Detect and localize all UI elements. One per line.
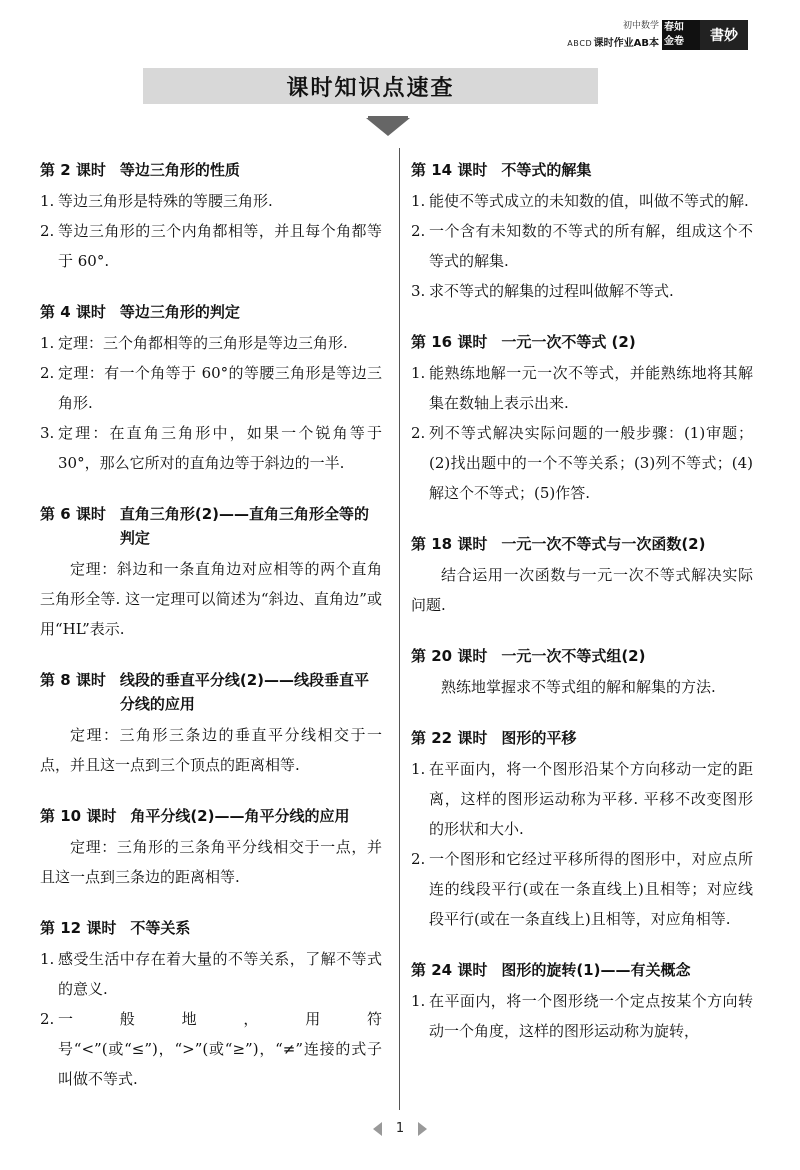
page-footer [355, 1121, 445, 1136]
title-arrow-icon [366, 118, 410, 136]
series-brand [567, 20, 748, 50]
item-text: 列不等式解决实际问题的一般步骤：(1)审题；(2)找出题中的一个不等关系；(3)列不等式；(4)解这个不等式；(5)作答. [429, 424, 753, 502]
lesson-section [40, 502, 382, 644]
item-text: 一个图形和它经过平移所得的图形中，对应点所连的线段平行(或在一条直线上)且相等；对应线段平行(或在一条直线上)且相等，对应角相等. [429, 850, 753, 928]
lesson-section [411, 958, 753, 1046]
left-column [40, 158, 382, 1118]
next-page-icon [418, 1122, 427, 1136]
lesson-section [411, 726, 753, 934]
lesson-number: 第 6 课时 [40, 505, 106, 523]
lesson-title: 等边三角形的判定 [119, 303, 240, 321]
item-number: 2. [40, 364, 55, 382]
lesson-title: 不等关系 [130, 919, 191, 937]
item-text: 一个含有未知数的不等式的所有解，组成这个不等式的解集. [429, 222, 753, 270]
lesson-number: 第 24 课时 [411, 961, 488, 979]
lesson-section [411, 158, 753, 306]
lesson-section [40, 300, 382, 478]
list-item [411, 986, 753, 1046]
lesson-heading [40, 668, 382, 716]
brand-calligraphy-logo: 書妙 [700, 20, 748, 50]
lesson-number: 第 2 课时 [40, 161, 106, 179]
lesson-number: 第 16 课时 [411, 333, 488, 351]
lesson-heading [411, 958, 753, 982]
list-item [411, 754, 753, 844]
brand-logo-line2: 金卷 [664, 36, 684, 47]
lesson-paragraph: 结合运用一次函数与一元一次不等式解决实际问题. [411, 566, 753, 614]
lesson-heading [411, 330, 753, 354]
series-subject: 初中数学 [622, 21, 659, 31]
list-item [40, 186, 382, 216]
item-text: 在平面内，将一个图形沿某个方向移动一定的距离，这样的图形运动称为平移. 平移不改变图形的形状和大小. [429, 760, 753, 838]
item-number: 2. [411, 424, 426, 442]
lesson-number: 第 14 课时 [411, 161, 488, 179]
lesson-heading [40, 804, 382, 828]
lesson-paragraph: 定理：斜边和一条直角边对应相等的两个直角三角形全等. 这一定理可以简述为“斜边、直角边”或用“HL”表示. [40, 560, 382, 638]
item-text: 定理：在直角三角形中，如果一个锐角等于 30°，那么它所对的直角边等于斜边的一半. [58, 424, 382, 472]
lesson-heading [411, 644, 753, 668]
item-number: 3. [411, 282, 426, 300]
item-text: 能熟练地解一元一次不等式，并能熟练地将其解集在数轴上表示出来. [429, 364, 753, 412]
page-title: 课时知识点速查 [286, 75, 455, 101]
brand-text [567, 20, 659, 50]
grade-tags: A B C D [567, 39, 591, 48]
item-number: 1. [411, 760, 426, 778]
lesson-number: 第 22 课时 [411, 729, 488, 747]
lesson-heading [40, 158, 382, 182]
lesson-title: 不等式的解集 [501, 161, 592, 179]
lesson-section [411, 532, 753, 620]
item-number: 1. [411, 364, 426, 382]
list-item [411, 216, 753, 276]
lesson-paragraph: 定理：三角形的三条角平分线相交于一点，并且这一点到三条边的距离相等. [40, 838, 382, 886]
lesson-heading [411, 726, 753, 750]
lesson-paragraph: 熟练地掌握求不等式组的解和解集的方法. [441, 678, 716, 696]
book-name: 课时作业AB本 [593, 38, 659, 49]
lesson-title: 等边三角形的性质 [119, 161, 240, 179]
list-item [411, 186, 753, 216]
item-number: 1. [40, 950, 55, 968]
lesson-section [40, 916, 382, 1094]
item-text: 求不等式的解集的过程叫做解不等式. [429, 282, 674, 300]
list-item [411, 358, 753, 418]
brand-row [567, 37, 659, 50]
lesson-title: 图形的旋转(1)——有关概念 [501, 961, 691, 979]
item-text: 在平面内，将一个图形绕一个定点按某个方向转动一个角度，这样的图形运动称为旋转， [429, 992, 753, 1040]
list-item [40, 328, 382, 358]
item-number: 2. [40, 222, 55, 240]
list-item [40, 418, 382, 478]
lesson-number: 第 12 课时 [40, 919, 117, 937]
item-number: 1. [40, 334, 55, 352]
lesson-title: 一元一次不等式组(2) [501, 647, 646, 665]
lesson-number: 第 8 课时 [40, 671, 106, 689]
right-column [411, 158, 753, 1070]
item-text: 一般地，用符号“<”(或“≤”)，“>”(或“≥”)，“≠”连接的式子叫做不等式. [58, 1010, 382, 1088]
brand-logo-line1: 春如 [664, 22, 684, 33]
list-item [411, 418, 753, 508]
list-item [40, 1004, 382, 1094]
prev-page-icon [373, 1122, 382, 1136]
column-divider [399, 148, 400, 1110]
page-number: 1 [395, 1121, 405, 1136]
item-number: 3. [40, 424, 55, 442]
lesson-title: 一元一次不等式 (2) [501, 333, 636, 351]
lesson-number: 第 18 课时 [411, 535, 488, 553]
lesson-section [40, 158, 382, 276]
list-item [40, 944, 382, 1004]
lesson-title: 图形的平移 [501, 729, 577, 747]
lesson-heading [411, 532, 753, 556]
item-number: 2. [411, 222, 426, 240]
lesson-paragraph: 定理：三角形三条边的垂直平分线相交于一点，并且这一点到三个顶点的距离相等. [40, 726, 382, 774]
item-text: 定理：三个角都相等的三角形是等边三角形. [58, 334, 348, 352]
lesson-title: 线段的垂直平分线(2)——线段垂直平分线的应用 [119, 671, 370, 713]
lesson-number: 第 4 课时 [40, 303, 106, 321]
lesson-number: 第 20 课时 [411, 647, 488, 665]
lesson-number: 第 10 课时 [40, 807, 117, 825]
item-number: 1. [40, 192, 55, 210]
item-text: 等边三角形是特殊的等腰三角形. [58, 192, 273, 210]
list-item [40, 216, 382, 276]
brand-logo [662, 20, 700, 50]
lesson-title: 直角三角形(2)——直角三角形全等的判定 [119, 505, 370, 547]
lesson-title: 角平分线(2)——角平分线的应用 [130, 807, 350, 825]
lesson-title: 一元一次不等式与一次函数(2) [501, 535, 706, 553]
title-banner [143, 68, 598, 104]
item-text: 感受生活中存在着大量的不等关系，了解不等式的意义. [58, 950, 382, 998]
lesson-section [411, 644, 753, 702]
lesson-heading [40, 300, 382, 324]
lesson-section [40, 668, 382, 780]
item-text: 定理：有一个角等于 60°的等腰三角形是等边三角形. [58, 364, 382, 412]
list-item [411, 276, 753, 306]
lesson-section [411, 330, 753, 508]
lesson-section [40, 804, 382, 892]
item-number: 2. [411, 850, 426, 868]
lesson-heading [411, 158, 753, 182]
item-text: 能使不等式成立的未知数的值，叫做不等式的解. [429, 192, 749, 210]
lesson-heading [40, 916, 382, 940]
lesson-heading [40, 502, 382, 550]
item-number: 2. [40, 1010, 55, 1028]
item-number: 1. [411, 992, 426, 1010]
item-number: 1. [411, 192, 426, 210]
list-item [40, 358, 382, 418]
item-text: 等边三角形的三个内角都相等，并且每个角都等于 60°. [58, 222, 382, 270]
list-item [411, 844, 753, 934]
